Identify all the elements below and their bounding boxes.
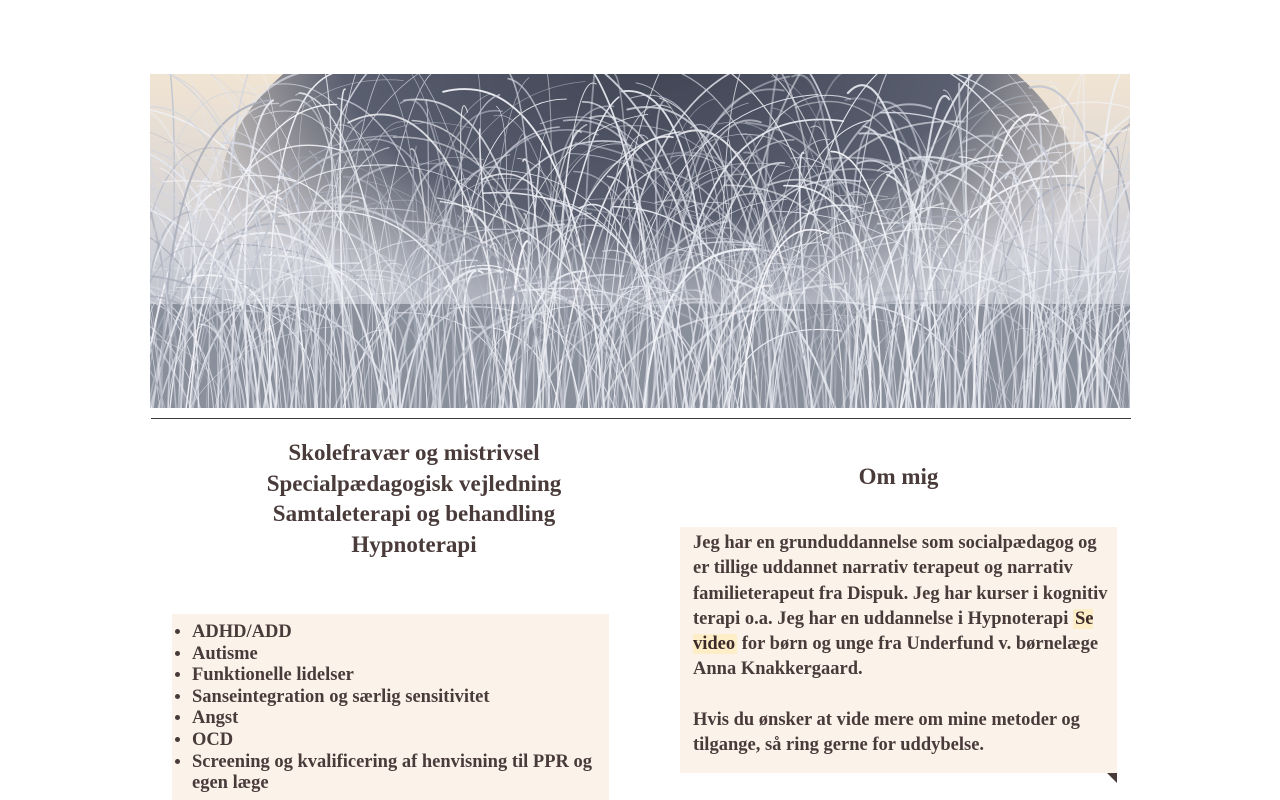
- list-item: • Funktionelle lidelser: [192, 665, 609, 687]
- about-paragraph: [693, 531, 1109, 683]
- video-link[interactable]: Se video: [693, 608, 1094, 655]
- hero-image: [150, 74, 1130, 408]
- about-text: for børn og unge fra Underfund v. børnelæge Anna Knakkergaard.: [693, 634, 1099, 680]
- services-heading-line: Specialpædagogisk vejledning: [266, 470, 562, 496]
- services-heading-line: Skolefravær og mistrivsel: [288, 440, 540, 465]
- corner-tab-icon: [1107, 773, 1117, 783]
- divider: [151, 418, 1131, 419]
- about-text: Jeg har en grunduddannelse som socialpædagog og er tillige uddannet narrativ terapeut og narrativ familieterapeut fra Dispuk. Jeg har kurser i kognitiv terapi o.a. Jeg har en uddannelse i Hypnoterapi: [693, 533, 1108, 629]
- list-item: • Autisme: [192, 644, 609, 666]
- list-item: • Angst: [192, 708, 609, 730]
- services-heading: [172, 438, 656, 560]
- list-item: • Screening og kvalificering af henvisning til PPR og egen læge: [192, 752, 609, 795]
- services-list: [172, 614, 609, 795]
- services-list-box: [172, 614, 609, 800]
- frosted-grass-photo: [150, 74, 1130, 408]
- list-item: • ADHD/ADD: [192, 622, 609, 644]
- list-item: • Sanseintegration og særlig sensitivitet: [192, 687, 609, 709]
- services-heading-line: Samtaleterapi og behandling: [272, 501, 556, 526]
- about-text-box: [680, 527, 1117, 773]
- about-paragraph: Hvis du ønsker at vide mere om mine metoder og tilgange, så ring gerne for uddybelse.: [693, 710, 1080, 756]
- services-heading-line: Hypnoterapi: [351, 531, 477, 557]
- about-heading: Om mig: [858, 464, 939, 489]
- list-item: • OCD: [192, 730, 609, 752]
